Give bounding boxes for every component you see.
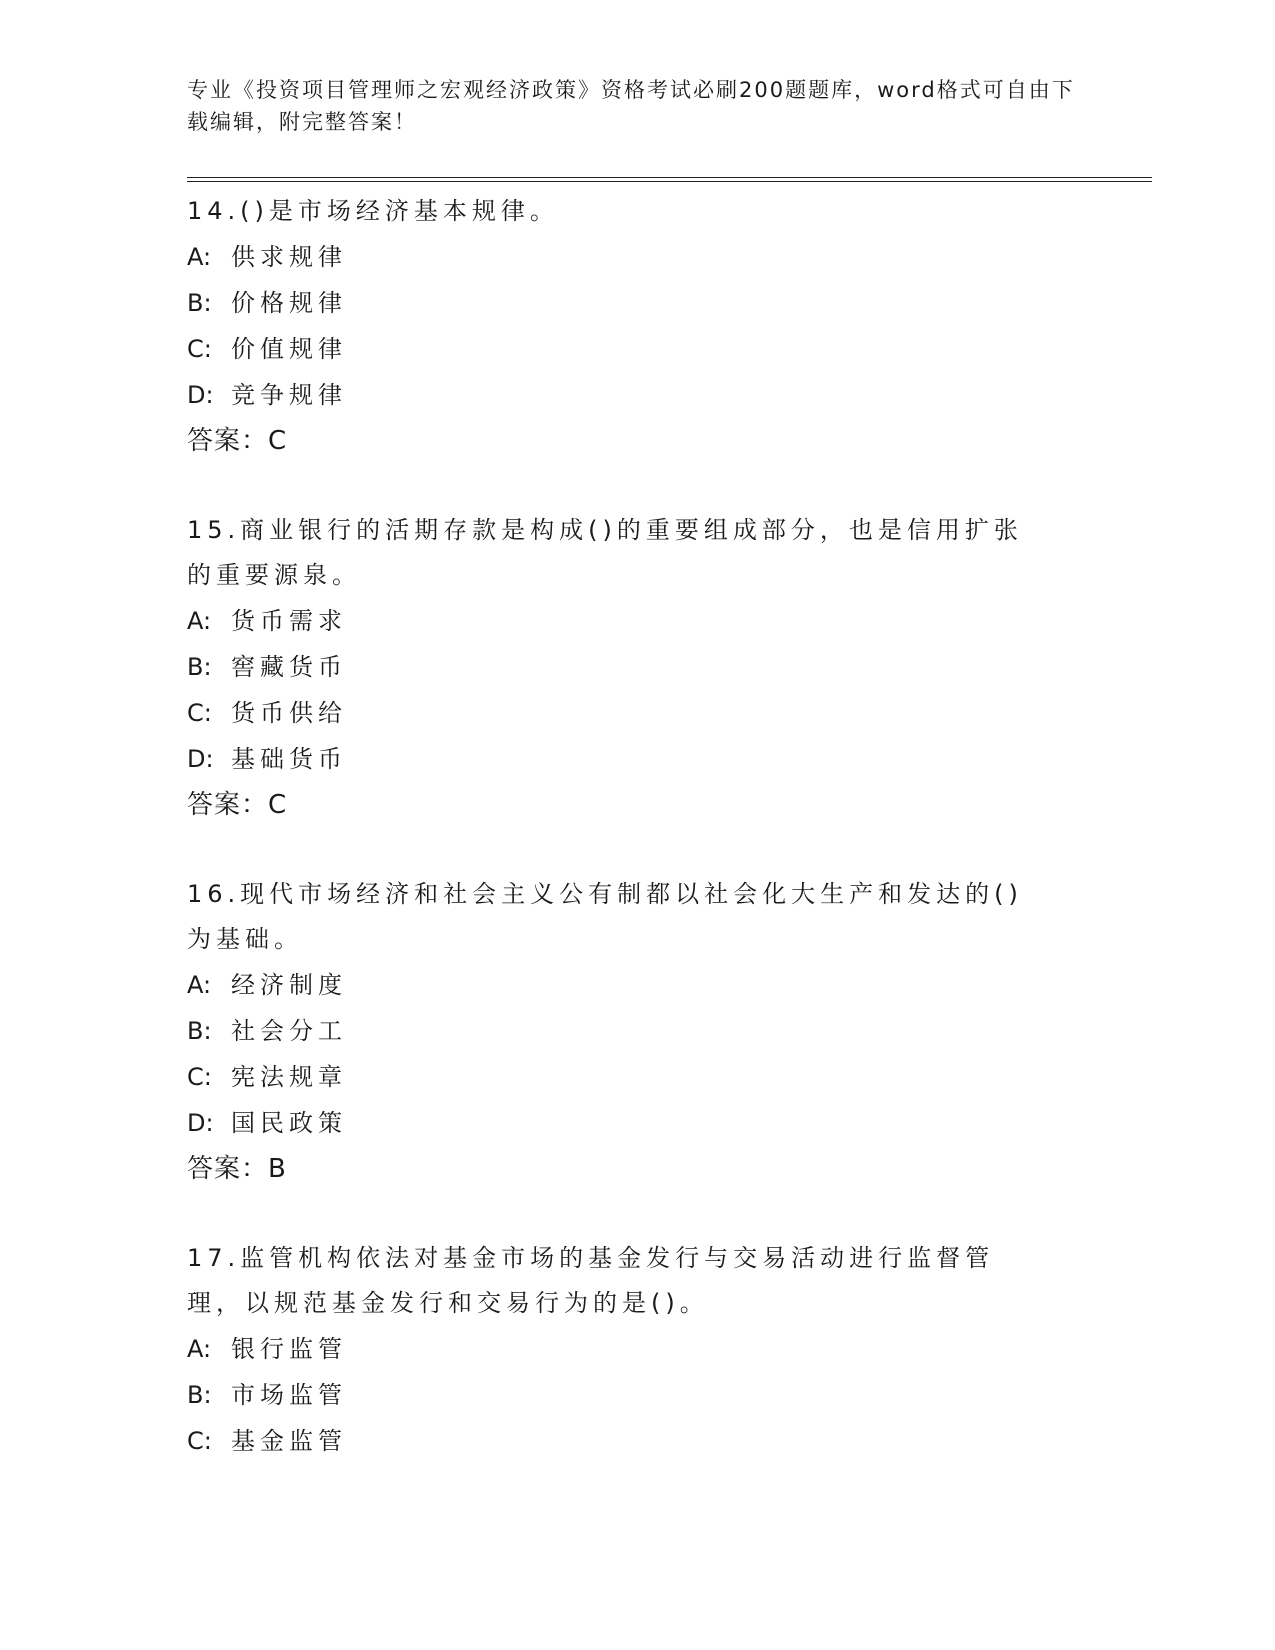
option-c [187,326,1047,372]
option-a [187,1326,1047,1372]
question-14 [187,189,1047,464]
option-b [187,1372,1047,1418]
option-b [187,280,1047,326]
option-text: 宪法规章 [231,1063,347,1091]
option-letter: A: [187,243,212,271]
question-stem: 17.监管机构依法对基金市场的基金发行与交易活动进行监督管理，以规范基金发行和交易行为的是()。 [187,1244,995,1317]
option-letter: D: [187,745,214,773]
option-b [187,1008,1047,1054]
answer-line: 答案：B [187,1154,287,1184]
question-stem: 16.现代市场经济和社会主义公有制都以社会化大生产和发达的()为基础。 [187,880,1023,953]
question-stem: 15.商业银行的活期存款是构成()的重要组成部分，也是信用扩张的重要源泉。 [187,516,1023,589]
option-text: 价值规律 [231,335,347,363]
option-text: 货币需求 [231,607,347,635]
answer-line: 答案：C [187,790,288,820]
option-text: 经济制度 [231,971,347,999]
option-a [187,598,1047,644]
option-letter: A: [187,1335,212,1363]
option-letter: C: [187,335,212,363]
option-text: 货币供给 [231,699,347,727]
option-text: 基础货币 [231,745,347,773]
option-text: 供求规律 [231,243,347,271]
option-a [187,234,1047,280]
option-letter: A: [187,607,212,635]
option-letter: D: [187,381,214,409]
option-c [187,690,1047,736]
option-text: 市场监管 [231,1381,347,1409]
option-letter: C: [187,1063,212,1091]
option-text: 国民政策 [231,1109,347,1137]
question-17 [187,1236,1047,1464]
option-letter: C: [187,699,212,727]
option-letter: B: [187,653,212,681]
option-c [187,1418,1047,1464]
header-divider [187,177,1152,182]
question-16 [187,872,1047,1192]
option-text: 价格规律 [231,289,347,317]
option-text: 竞争规律 [231,381,347,409]
document-header: 专业《投资项目管理师之宏观经济政策》资格考试必刷200题题库，word格式可自由下载编辑，附完整答案！ [187,78,1075,134]
option-c [187,1054,1047,1100]
option-text: 窖藏货币 [231,653,347,681]
option-b [187,644,1047,690]
option-d [187,736,1047,782]
question-list [187,189,1047,1508]
question-stem: 14.()是市场经济基本规律。 [187,197,559,225]
question-15 [187,508,1047,828]
option-d [187,372,1047,418]
option-letter: B: [187,289,212,317]
option-letter: B: [187,1381,212,1409]
option-text: 银行监管 [231,1335,347,1363]
option-text: 基金监管 [231,1427,347,1455]
option-d [187,1100,1047,1146]
option-text: 社会分工 [231,1017,347,1045]
option-letter: A: [187,971,212,999]
option-letter: D: [187,1109,214,1137]
answer-line: 答案：C [187,426,288,456]
option-letter: C: [187,1427,212,1455]
option-a [187,962,1047,1008]
option-letter: B: [187,1017,212,1045]
